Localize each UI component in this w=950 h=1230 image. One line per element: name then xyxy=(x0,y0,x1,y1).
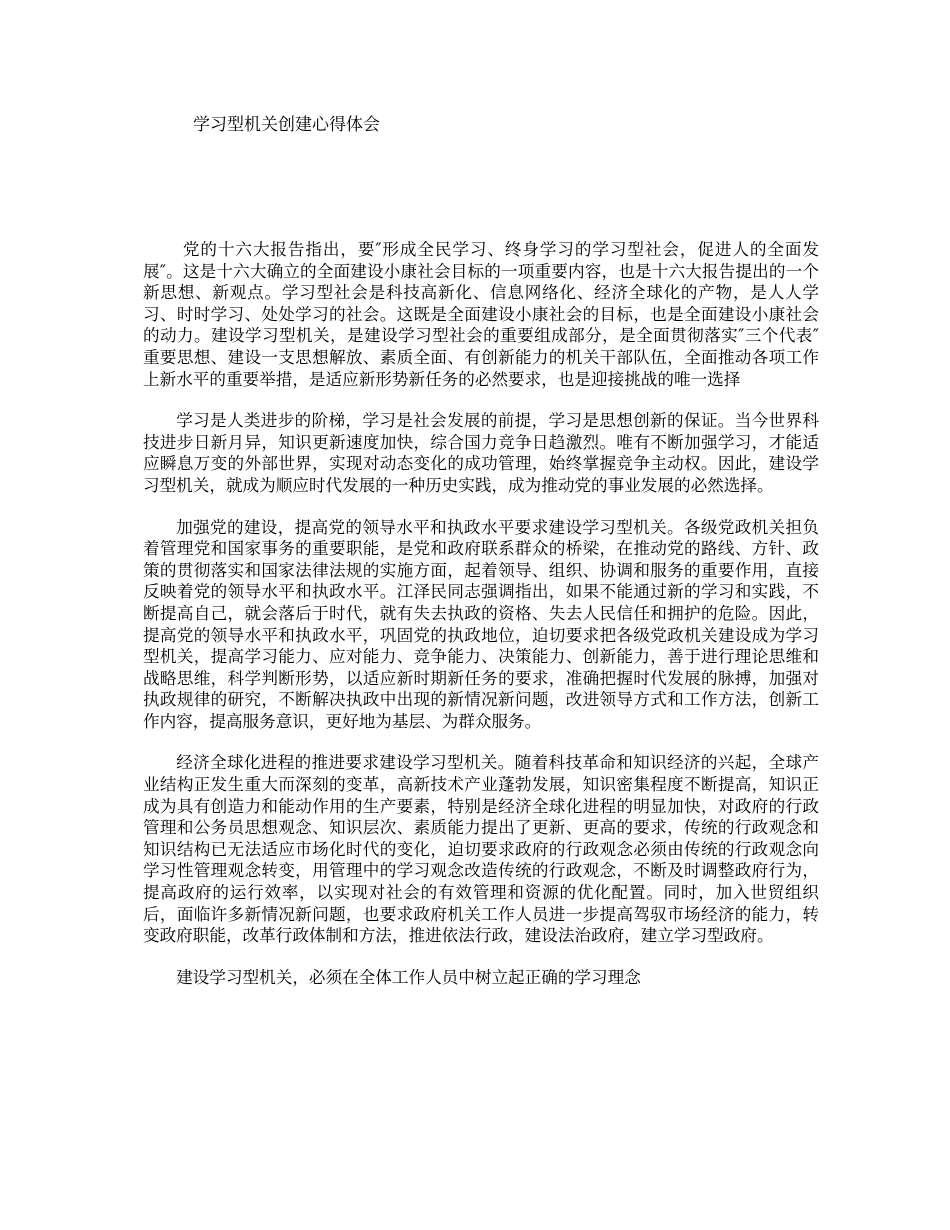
paragraph-2: 学习是人类进步的阶梯，学习是社会发展的前提，学习是思想创新的保证。当今世界科技进步日新月异，知识更新速度加快，综合国力竞争日趋激烈。唯有不断加强学习，才能适应瞬息万变的外部世界，实现对动态变化的成功管理，始终掌握竞争主动权。因此，建设学习型机关，就成为顺应时代发展的一种历史实践，成为推动党的事业发展的必然选择。 xyxy=(143,411,819,495)
paragraph-1: 党的十六大报告指出，要″形成全民学习、终身学习的学习型社会，促进人的全面发展″。这是十六大确立的全面建设小康社会目标的一项重要内容，也是十六大报告提出的一个新思想、新观点。学习型社会是科技高新化、信息网络化、经济全球化的产物，是人人学习、时时学习、处处学习的社会。这既是全面建设小康社会的目标，也是全面建设小康社会的动力。建设学习型机关，是建设学习型社会的重要组成部分，是全面贯彻落实″三个代表″重要思想、建设一支思想解放、素质全面、有创新能力的机关干部队伍，全面推动各项工作上新水平的重要举措，是适应新形势新任务的必然要求，也是迎接挑战的唯一选择 xyxy=(143,240,819,389)
paragraph-4: 经济全球化进程的推进要求建设学习型机关。随着科技革命和知识经济的兴起，全球产业结构正发生重大而深刻的变革，高新技术产业蓬勃发展，知识密集程度不断提高，知识正成为具有创造力和能动作用的生产要素，特别是经济全球化进程的明显加快，对政府的行政管理和公务员思想观念、知识层次、素质能力提出了更新、更高的要求，传统的行政观念和知识结构已无法适应市场化时代的变化，迫切要求政府的行政观念必须由传统的行政观念向学习性管理观念转变，用管理中的学习观念改造传统的行政观念，不断及时调整政府行为，提高政府的运行效率，以实现对社会的有效管理和资源的优化配置。同时，加入世贸组织后，面临许多新情况新问题，也要求政府机关工作人员进一步提高驾驭市场经济的能力，转变政府职能，改革行政体制和方法，推进依法行政，建设法治政府，建立学习型政府。 xyxy=(143,753,819,946)
paragraph-3: 加强党的建设，提高党的领导水平和执政水平要求建设学习型机关。各级党政机关担负着管理党和国家事务的重要职能，是党和政府联系群众的桥梁，在推动党的路线、方针、政策的贯彻落实和国家法律法规的实施方面，起着领导、组织、协调和服务的重要作用，直接反映着党的领导水平和执政水平。江泽民同志强调指出，如果不能通过新的学习和实践，不断提高自己，就会落后于时代，就有失去执政的资格、失去人民信任和拥护的危险。因此，提高党的领导水平和执政水平，巩固党的执政地位，迫切要求把各级党政机关建设成为学习型机关，提高学习能力、应对能力、竞争能力、决策能力、创新能力，善于进行理论思维和战略思维，科学判断形势，以适应新时期新任务的要求，准确把握时代发展的脉搏，加强对执政规律的研究，不断解决执政中出现的新情况新问题，改进领导方式和工作方法，创新工作内容，提高服务意识，更好地为基层、为群众服务。 xyxy=(143,517,819,731)
document-title: 学习型机关创建心得体会 xyxy=(193,115,380,135)
paragraph-5: 建设学习型机关，必须在全体工作人员中树立起正确的学习理念 xyxy=(176,967,641,987)
document-body xyxy=(143,239,819,1008)
